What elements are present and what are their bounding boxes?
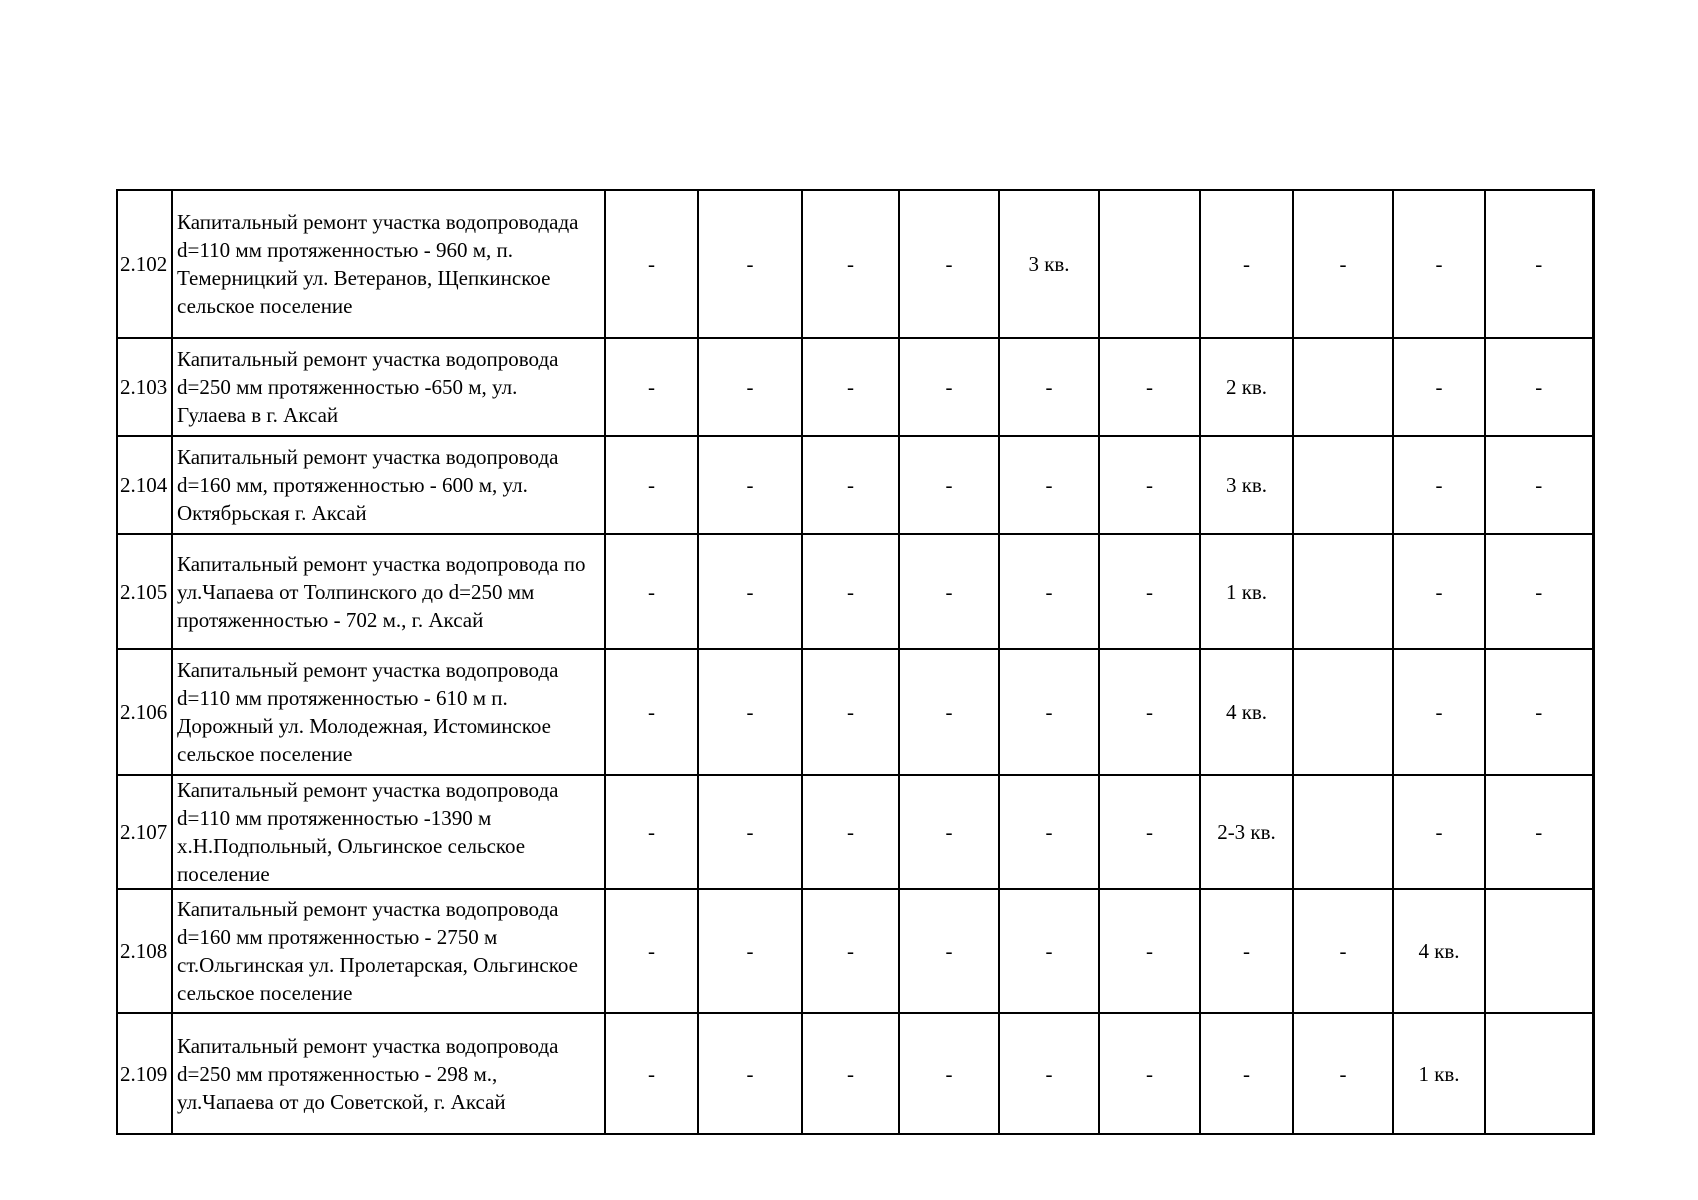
period-cell: - [1485,338,1593,436]
period-cell: - [698,534,802,649]
period-cell: - [1099,775,1200,889]
period-cell [1293,338,1393,436]
period-cell: - [899,1013,999,1134]
period-cell: - [698,436,802,534]
period-cell: - [899,534,999,649]
period-cell: - [1099,436,1200,534]
period-cell: - [899,338,999,436]
period-cell: - [802,889,899,1013]
row-number: 2.104 [117,436,172,534]
row-description: Капитальный ремонт участка водопровода d=250 мм протяженностью -650 м, ул. Гулаева в г. Аксай [172,338,605,436]
row-description: Капитальный ремонт участка водопровода d=110 мм протяженностью -1390 м х.Н.Подпольный, Ольгинское сельское поселение [172,775,605,889]
row-number: 2.109 [117,1013,172,1134]
table-row [117,1013,1593,1134]
period-cell: - [1099,534,1200,649]
period-cell: - [899,436,999,534]
table-row [117,889,1593,1013]
period-cell: - [605,775,698,889]
period-cell: - [605,436,698,534]
row-description: Капитальный ремонт участка водопровода d=160 мм, протяженностью - 600 м, ул. Октябрьская г. Аксай [172,436,605,534]
period-cell: - [1485,775,1593,889]
period-cell: 3 кв. [1200,436,1293,534]
period-cell: - [605,1013,698,1134]
period-cell: 4 кв. [1200,649,1293,775]
period-cell: - [999,775,1099,889]
period-cell: - [899,775,999,889]
period-cell: 2-3 кв. [1200,775,1293,889]
table-row [117,436,1593,534]
period-cell: - [899,190,999,338]
period-cell: - [1099,649,1200,775]
period-cell: - [999,649,1099,775]
row-description: Капитальный ремонт участка водопровода d=110 мм протяженностью - 610 м п. Дорожный ул. Молодежная, Истоминское сельское поселение [172,649,605,775]
period-cell: - [698,889,802,1013]
period-cell: - [698,190,802,338]
period-cell: - [1200,1013,1293,1134]
period-cell: - [1393,338,1485,436]
period-cell: - [698,649,802,775]
period-cell: - [802,534,899,649]
period-cell: - [1393,436,1485,534]
table-row [117,775,1593,889]
period-cell: - [605,889,698,1013]
period-cell: 2 кв. [1200,338,1293,436]
period-cell: - [1293,190,1393,338]
period-cell [1293,534,1393,649]
period-cell: - [605,649,698,775]
period-cell: - [802,649,899,775]
period-cell: - [802,1013,899,1134]
period-cell: - [999,534,1099,649]
period-cell: - [802,775,899,889]
row-number: 2.107 [117,775,172,889]
period-cell: - [1293,889,1393,1013]
period-cell: - [1393,775,1485,889]
period-cell: - [1099,1013,1200,1134]
row-description: Капитальный ремонт участка водопровода d=160 мм протяженностью - 2750 м ст.Ольгинская ул. Пролетарская, Ольгинское сельское поселение [172,889,605,1013]
period-cell: - [802,436,899,534]
period-cell: 1 кв. [1200,534,1293,649]
period-cell: - [1485,649,1593,775]
period-cell: - [802,338,899,436]
period-cell: - [999,338,1099,436]
period-cell: - [1393,649,1485,775]
period-cell: - [1485,436,1593,534]
table-row [117,190,1593,338]
period-cell: 4 кв. [1393,889,1485,1013]
period-cell: - [1200,190,1293,338]
period-cell: - [605,190,698,338]
period-cell: - [899,889,999,1013]
table-row [117,338,1593,436]
row-number: 2.108 [117,889,172,1013]
period-cell: 3 кв. [999,190,1099,338]
period-cell: - [999,1013,1099,1134]
period-cell: - [1099,338,1200,436]
period-cell: - [1393,534,1485,649]
period-cell: - [1293,1013,1393,1134]
period-cell [1099,190,1200,338]
row-number: 2.106 [117,649,172,775]
period-cell: - [698,1013,802,1134]
table-row [117,649,1593,775]
row-description: Капитальный ремонт участка водопровода d=250 мм протяженностью - 298 м., ул.Чапаева от до Советской, г. Аксай [172,1013,605,1134]
period-cell: - [999,889,1099,1013]
row-description: Капитальный ремонт участка водопровода по ул.Чапаева от Толпинского до d=250 мм протяженностью - 702 м., г. Аксай [172,534,605,649]
period-cell: - [802,190,899,338]
table-body [117,190,1593,1134]
period-cell: - [698,775,802,889]
row-description: Капитальный ремонт участка водопроводада d=110 мм протяженностью - 960 м, п. Темерницкий ул. Ветеранов, Щепкинское сельское поселение [172,190,605,338]
period-cell [1485,1013,1593,1134]
row-number: 2.102 [117,190,172,338]
period-cell [1293,436,1393,534]
period-cell: - [1485,534,1593,649]
row-number: 2.103 [117,338,172,436]
period-cell: - [1393,190,1485,338]
period-cell: - [698,338,802,436]
row-number: 2.105 [117,534,172,649]
capital-repair-table [116,189,1595,1135]
table-row [117,534,1593,649]
period-cell [1485,889,1593,1013]
period-cell: - [1485,190,1593,338]
period-cell [1293,649,1393,775]
period-cell: 1 кв. [1393,1013,1485,1134]
period-cell: - [899,649,999,775]
period-cell [1293,775,1393,889]
period-cell: - [999,436,1099,534]
document-page [116,189,1592,1135]
period-cell: - [605,534,698,649]
period-cell: - [1099,889,1200,1013]
period-cell: - [605,338,698,436]
period-cell: - [1200,889,1293,1013]
